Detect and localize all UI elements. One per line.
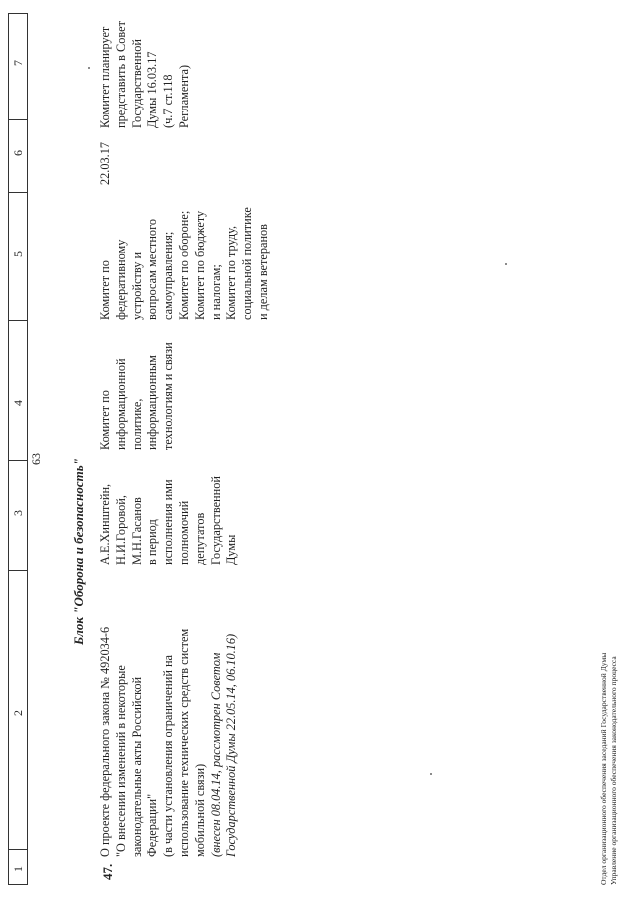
column-divider bbox=[9, 119, 27, 120]
co-executor-committees bbox=[98, 207, 272, 320]
co-executor-line: и налогам; bbox=[208, 264, 223, 320]
page-number: 63 bbox=[29, 453, 43, 465]
column-number-2: 2 bbox=[11, 710, 25, 716]
bill-line: мобильной связи) bbox=[192, 763, 207, 857]
author-line: исполнения ими bbox=[161, 479, 176, 565]
column-number-6: 6 bbox=[11, 150, 25, 156]
bill-line: (в части установления ограничений на bbox=[161, 654, 176, 857]
bill-line: законодательные акты Российской bbox=[129, 676, 144, 857]
co-executor-line: и делам ветеранов bbox=[255, 224, 270, 320]
author-line: Н.И.Горовой, bbox=[113, 495, 128, 565]
co-executor-line: Комитет по бюджету bbox=[192, 210, 207, 320]
co-executor-line: социальной политике bbox=[240, 207, 255, 320]
bill-line: (внесен 08.04.14, рассмотрен Советом bbox=[208, 652, 223, 857]
responsible-line: информационной bbox=[113, 358, 128, 450]
author-line: М.Н.Гасанов bbox=[129, 497, 144, 565]
column-divider bbox=[9, 192, 27, 193]
bill-line: Федерации" bbox=[145, 793, 160, 857]
responsible-committee bbox=[98, 342, 177, 450]
authors bbox=[98, 476, 240, 565]
responsible-line: технологиям и связи bbox=[161, 342, 176, 450]
bill-description bbox=[98, 627, 240, 857]
co-executor-line: устройству и bbox=[129, 251, 144, 320]
author-line: в период bbox=[145, 519, 160, 565]
note-line: Думы 16.03.17 bbox=[145, 51, 160, 128]
author-line: полномочий bbox=[176, 500, 191, 565]
review-date: 22.03.17 bbox=[98, 141, 112, 185]
column-divider bbox=[9, 570, 27, 571]
bill-line: использование технических средств систем bbox=[176, 628, 191, 857]
note-line: Регламента) bbox=[176, 64, 191, 128]
note-line: представить в Совет bbox=[113, 21, 128, 128]
co-executor-line: Комитет по обороне; bbox=[176, 210, 191, 320]
scan-speck bbox=[430, 773, 432, 775]
responsible-line: информационным bbox=[145, 355, 160, 450]
column-number-3: 3 bbox=[11, 510, 25, 516]
column-number-header bbox=[8, 13, 28, 885]
bill-line: "О внесении изменений в некоторые bbox=[113, 665, 128, 857]
column-number-1: 1 bbox=[11, 866, 25, 872]
column-number-7: 7 bbox=[11, 60, 25, 66]
responsible-line: политике, bbox=[129, 398, 144, 450]
block-title: Блок "Оборона и безопасность" bbox=[71, 458, 86, 645]
footer-department: Отдел организационного обеспечения заседаний Государственной Думы bbox=[599, 652, 608, 885]
footer-directorate: Управление организационного обеспечения законодательного процесса bbox=[609, 656, 618, 885]
co-executor-line: федеративному bbox=[113, 239, 128, 320]
note bbox=[98, 21, 193, 128]
author-line: А.Е.Хинштейн, bbox=[98, 483, 112, 565]
row-number: 47. bbox=[100, 863, 115, 880]
column-number-4: 4 bbox=[11, 400, 25, 406]
note-line: Государственной bbox=[129, 39, 144, 128]
note-line: Комитет планирует bbox=[98, 26, 112, 128]
author-line: депутатов bbox=[192, 512, 207, 565]
note-line: (ч.7 ст.118 bbox=[161, 74, 176, 128]
column-number-5: 5 bbox=[11, 251, 25, 257]
co-executor-line: самоуправления; bbox=[161, 231, 176, 320]
column-divider bbox=[9, 460, 27, 461]
responsible-line: Комитет по bbox=[98, 390, 112, 450]
column-divider bbox=[9, 320, 27, 321]
author-line: Думы bbox=[224, 534, 239, 565]
co-executor-line: вопросам местного bbox=[145, 219, 160, 320]
bill-line: О проекте федерального закона № 492034-6 bbox=[98, 626, 112, 857]
bill-line: Государственной Думы 22.05.14, 06.10.16) bbox=[224, 633, 239, 857]
column-divider bbox=[9, 849, 27, 850]
scan-speck bbox=[88, 67, 90, 69]
author-line: Государственной bbox=[208, 476, 223, 565]
scan-speck bbox=[505, 263, 507, 265]
co-executor-line: Комитет по труду, bbox=[224, 225, 239, 320]
co-executor-line: Комитет по bbox=[98, 260, 112, 320]
